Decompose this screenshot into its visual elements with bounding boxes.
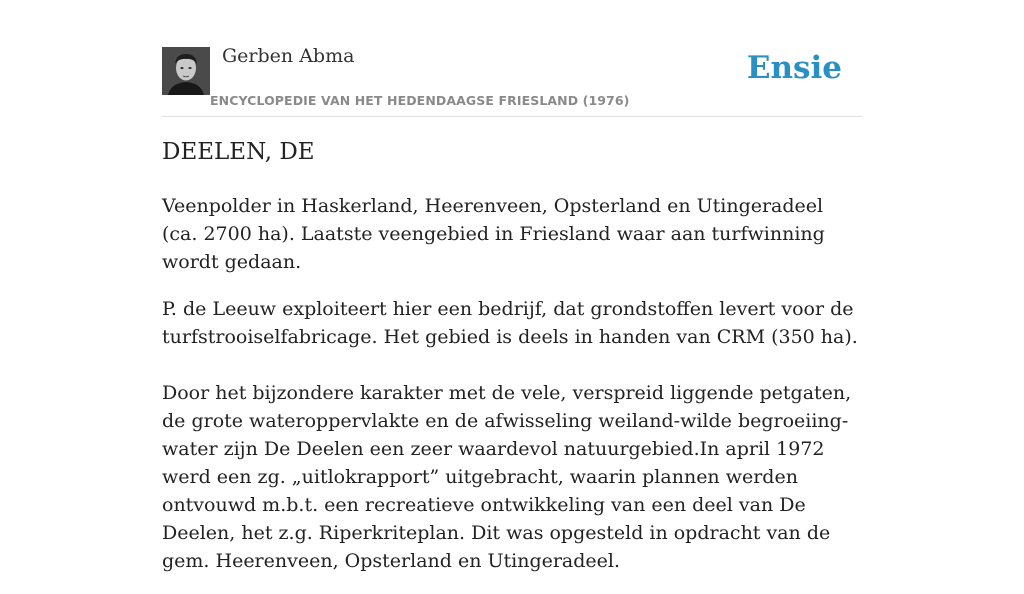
author-photo — [162, 47, 210, 95]
article-title: DEELEN, DE — [162, 139, 315, 165]
article-paragraph: Veenpolder in Haskerland, Heerenveen, Opsterland en Utingeradeel (ca. 2700 ha). Laatste veengebied in Friesland waar aan turfwinning wordt gedaan. — [162, 195, 825, 273]
author-avatar[interactable] — [162, 47, 210, 95]
article-paragraph: Door het bijzondere karakter met de vele, verspreid liggende petgaten, de grote wateroppervlakte en de afwisseling weiland-wilde begroeiing-water zijn De Deelen een zeer waardevol natuurgebied.In april 1972 werd een zg. „uitlokrapport” uitgebracht, waarin plannen werden ontvouwd m.b.t. een recreatieve ontwikkeling van een deel van De Deelen, het z.g. Riperkriteplan. Dit was opgesteld in opdracht van de gem. Heerenveen, Opsterland en Utingeradeel. — [162, 382, 852, 572]
article-card — [162, 0, 862, 572]
author-name[interactable]: Gerben Abma — [222, 45, 355, 67]
article-body — [162, 192, 862, 594]
ensie-logo[interactable]: Ensie — [746, 50, 842, 86]
source-label[interactable]: ENCYCLOPEDIE VAN HET HEDENDAAGSE FRIESLAND (1976) — [210, 93, 630, 108]
article-header — [162, 0, 862, 117]
article-paragraph: P. de Leeuw exploiteert hier een bedrijf, dat grondstoffen levert voor de turfstrooiselfabricage. Het gebied is deels in handen van CRM (350 ha). — [162, 298, 858, 348]
